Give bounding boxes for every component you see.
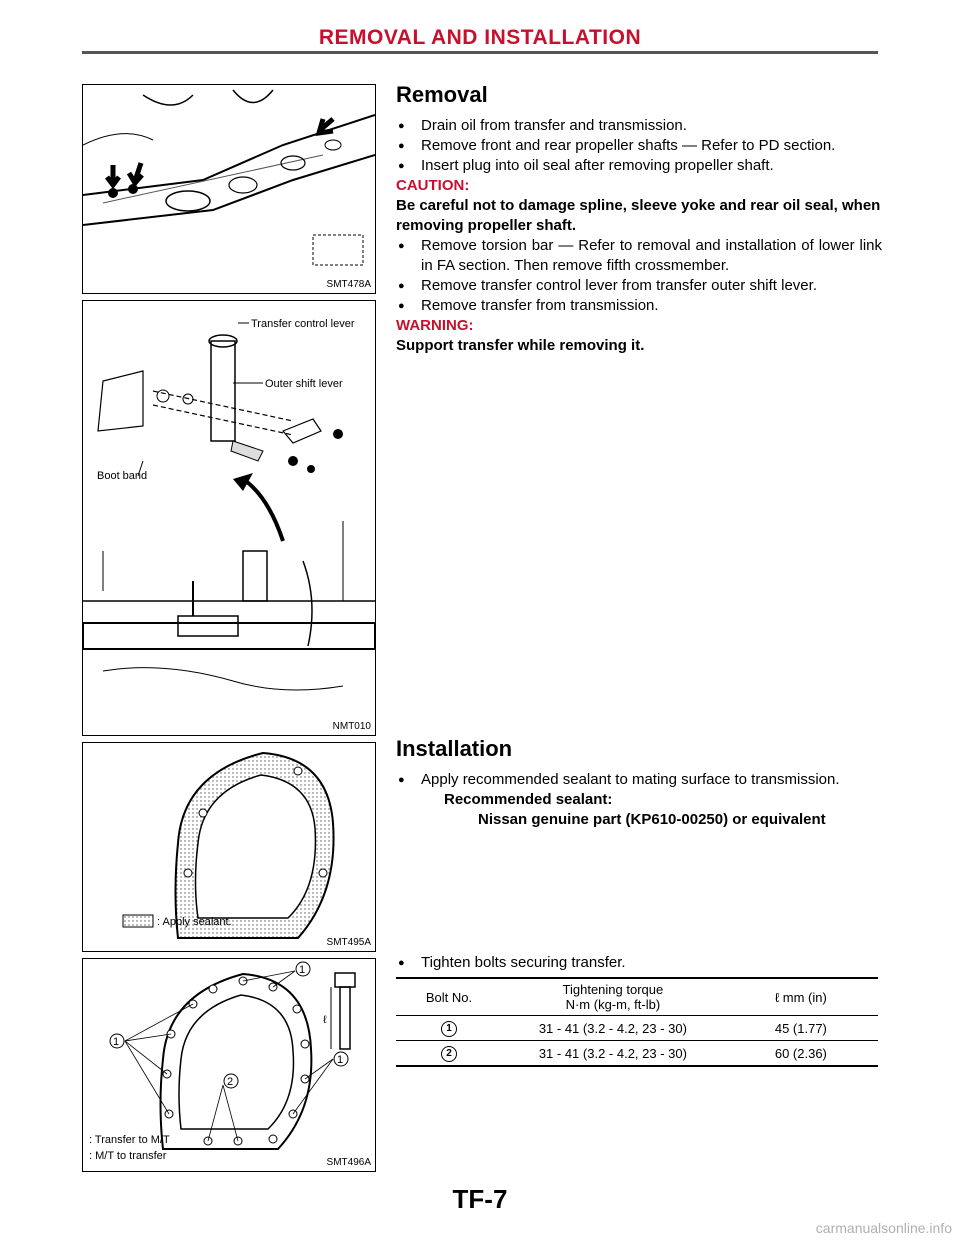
installation-section: [396, 736, 882, 830]
watermark: carmanualsonline.info: [815, 1220, 952, 1236]
cell-torque: 31 - 41 (3.2 - 4.2, 23 - 30): [538, 1020, 687, 1036]
cell-bolt: 1: [396, 1016, 502, 1041]
header-length: ℓ mm (in): [774, 989, 827, 1005]
callout-1-right: 1: [337, 1054, 344, 1066]
figure-code: SMT478A: [326, 279, 371, 290]
tighten-step: [396, 953, 882, 973]
callout-1-left: 1: [113, 1036, 120, 1048]
torque-table: [396, 977, 878, 1067]
bolt-length-symbol: ℓ: [323, 1014, 327, 1026]
cell-bolt: 2: [396, 1041, 502, 1067]
removal-step: ● Remove front and rear propeller shafts — Refer to PD section.: [398, 137, 836, 154]
callout-2: 2: [227, 1076, 234, 1088]
warning-heading: WARNING:: [396, 317, 474, 334]
page-number: TF-7: [452, 1184, 508, 1214]
label-boot-band: Boot band: [97, 470, 148, 482]
caution-text: Be careful not to damage spline, sleeve yoke and rear oil seal, when removing propeller shaft.: [396, 197, 881, 234]
figure-nmt010: [82, 300, 376, 736]
legend-transfer-to-mt: : Transfer to M/T: [89, 1134, 170, 1146]
table-row: [396, 1016, 878, 1041]
removal-step: ● Remove transfer from transmission.: [398, 297, 659, 314]
header-tightening-torque: Tightening torque N·m (kg-m, ft-lb): [562, 982, 664, 1012]
sealant-gasket-illustration: [83, 743, 375, 951]
crossmember-illustration: [83, 85, 375, 293]
table-header-row: [396, 978, 878, 1016]
figure-code: SMT495A: [326, 937, 371, 948]
bullet-icon: ●: [398, 774, 405, 786]
header-rule: [82, 51, 878, 54]
removal-step: ● Insert plug into oil seal after removing propeller shaft.: [398, 157, 774, 174]
bullet-icon: ●: [398, 240, 405, 252]
bullet-icon: ●: [398, 280, 405, 292]
removal-step: ● Remove torsion bar — Refer to removal and installation of lower link in FA section. Then remove fifth crossmember.: [398, 237, 882, 274]
sealant-label: Recommended sealant:: [444, 791, 613, 808]
table-row: [396, 1041, 878, 1067]
bullet-icon: ●: [398, 957, 405, 969]
figure-smt496a: [82, 958, 376, 1172]
caution-heading: CAUTION:: [396, 177, 470, 194]
bolt-location-illustration: [83, 959, 375, 1171]
figure-code: SMT496A: [326, 1157, 371, 1168]
bullet-icon: ●: [398, 120, 405, 132]
callout-1-top: 1: [299, 964, 306, 976]
legend-mt-to-transfer: : M/T to transfer: [89, 1150, 167, 1162]
removal-step: ● Drain oil from transfer and transmission.: [398, 117, 687, 134]
installation-title: Installation: [396, 736, 513, 761]
cell-length: 60 (2.36): [774, 1045, 827, 1061]
header-bolt-no: Bolt No.: [425, 989, 473, 1005]
figure-smt495a: [82, 742, 376, 952]
figure-smt478a: [82, 84, 376, 294]
cell-torque: 31 - 41 (3.2 - 4.2, 23 - 30): [538, 1045, 687, 1061]
removal-title: Removal: [396, 82, 488, 107]
sealant-value: Nissan genuine part (KP610-00250) or equivalent: [478, 811, 826, 828]
installation-step: ● Tighten bolts securing transfer.: [398, 954, 626, 971]
label-outer-shift-lever: Outer shift lever: [265, 378, 343, 390]
installation-step: ● Apply recommended sealant to mating surface to transmission.: [398, 771, 840, 788]
bullet-icon: ●: [398, 160, 405, 172]
bullet-icon: ●: [398, 140, 405, 152]
figure-code: NMT010: [332, 721, 371, 732]
cell-length: 45 (1.77): [774, 1020, 827, 1036]
page-header-title: REMOVAL AND INSTALLATION: [318, 26, 642, 49]
warning-text: Support transfer while removing it.: [396, 337, 645, 354]
removal-step: ● Remove transfer control lever from transfer outer shift lever.: [398, 277, 817, 294]
legend-apply-sealant: : Apply sealant.: [157, 916, 232, 928]
transfer-control-lever-illustration: [83, 301, 375, 735]
bullet-icon: ●: [398, 300, 405, 312]
label-transfer-control-lever: Transfer control lever: [251, 318, 355, 330]
removal-section: [396, 82, 882, 356]
